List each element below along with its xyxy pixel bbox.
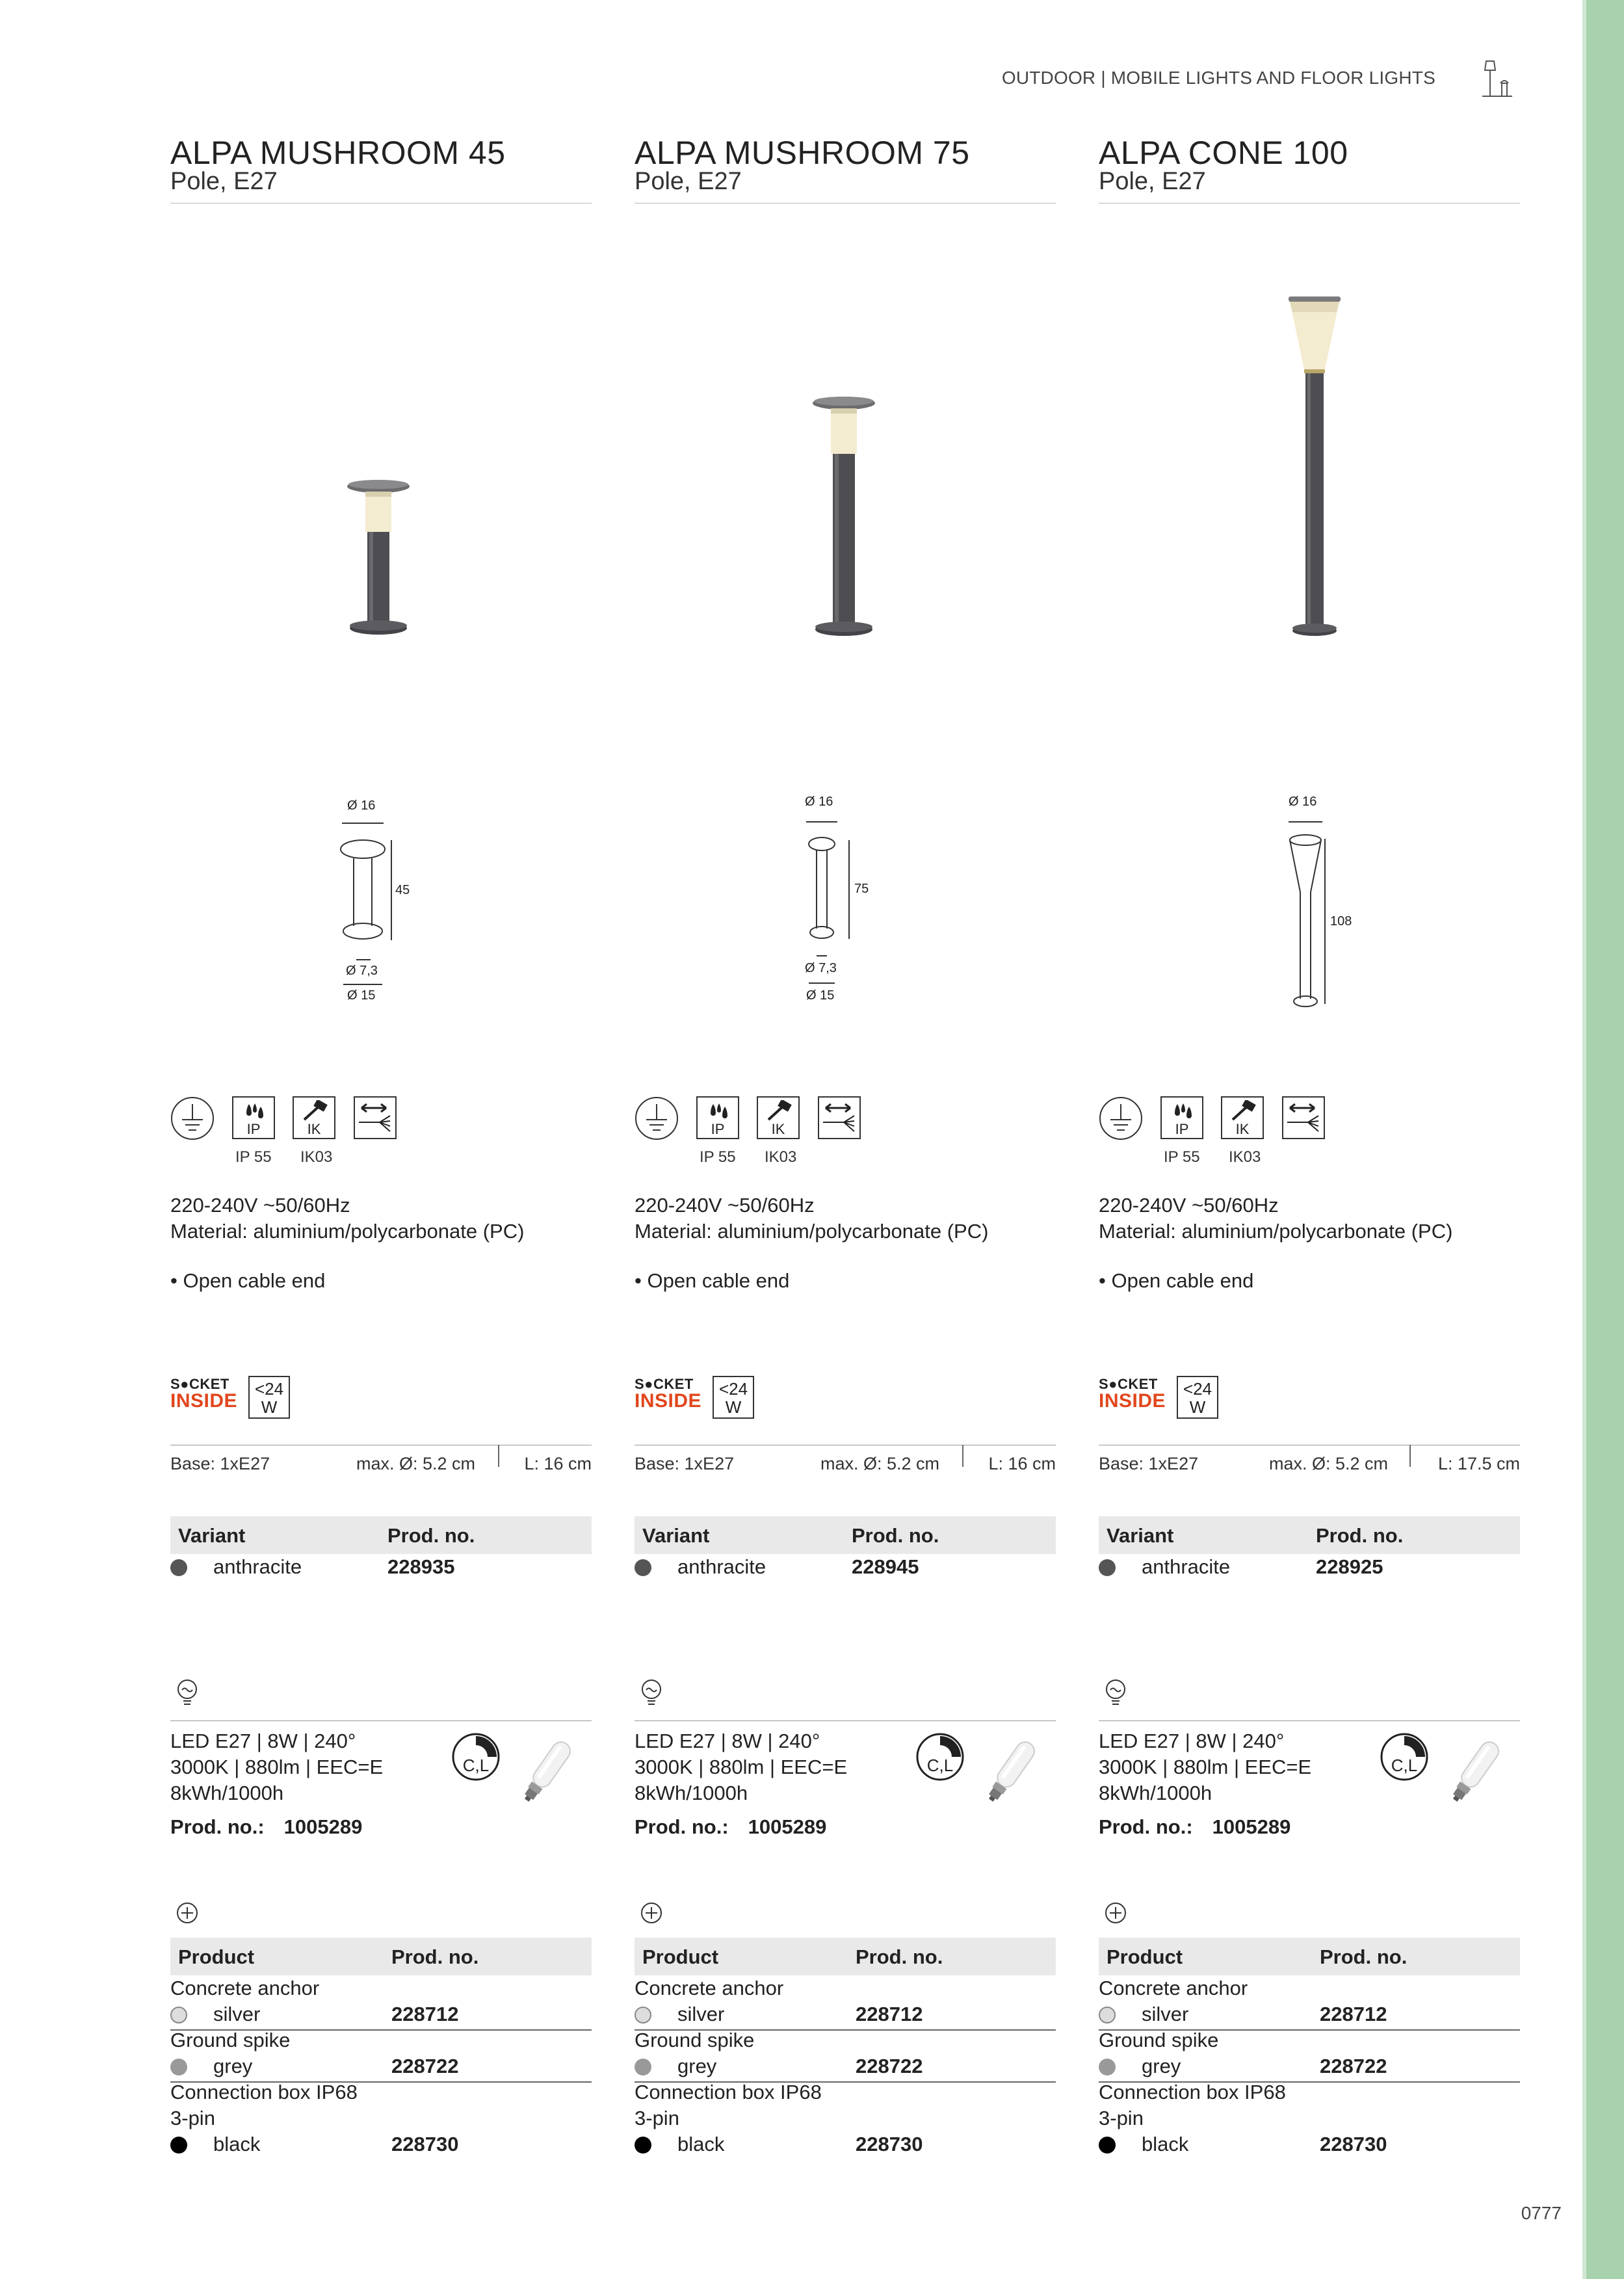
accessory-prod-no: 228712 [1320,2003,1387,2025]
prodno-col-header: Prod. no. [1316,1524,1404,1547]
ik-caption: IK03 [765,1148,797,1166]
socket-logo-bottom: INSIDE [1099,1390,1166,1412]
product-col-header: Product [178,1945,255,1968]
dim-top-diameter: Ø 16 [1289,795,1317,809]
accessory-variant: silver [677,2003,725,2025]
light-bulb-icon [1104,1679,1127,1707]
accessories-plus-icon [1104,1901,1127,1925]
cable-length: L: 17.5 cm [1437,1454,1520,1473]
base-info-separator [1409,1445,1411,1467]
cable-end-icon [1282,1096,1325,1139]
variant-prod-no: 228925 [1316,1555,1383,1578]
color-swatch-anthracite [170,1559,187,1576]
product-photo-mushroom-45 [346,475,411,644]
product-subtitle: Pole, E27 [170,168,278,195]
product-photo-mushroom-75 [811,393,876,644]
ip-label: IP [1175,1121,1189,1137]
accessory-name-line-2: 3-pin [170,2107,215,2129]
accessory-prod-no: 228730 [856,2133,923,2155]
bulb-divider [1099,1720,1520,1721]
spec-voltage: 220-240V ~50/60Hz [1099,1194,1279,1217]
bulb-prod-number [1099,1815,1290,1839]
base-info-separator [498,1445,499,1467]
base-type: Base: 1xE27 [1099,1454,1199,1473]
max-watt-badge [248,1376,290,1419]
variant-col-header: Variant [178,1524,246,1547]
product-column-3 [1099,0,1520,2279]
dim-top-diameter: Ø 16 [347,798,376,813]
watt-value: <24 [1183,1379,1212,1399]
dimension-drawing [1281,795,1359,1013]
cl-badge-icon [1380,1732,1429,1782]
accessory-name: Concrete anchor [170,1977,320,1999]
bulb-line-3: 8kWh/1000h [1099,1782,1212,1804]
protection-class-icon [170,1096,216,1142]
accessory-table-header [1099,1938,1520,1975]
bulb-prod-value: 1005289 [748,1815,827,1838]
variant-name: anthracite [213,1555,302,1578]
dimension-lines [326,798,404,1013]
variant-row [170,1555,592,1584]
accessory-name: Connection box IP68 [635,2081,822,2103]
base-type: Base: 1xE27 [170,1454,270,1473]
bulb-line-1: LED E27 | 8W | 240° [635,1730,820,1752]
accessory-name: Concrete anchor [635,1977,784,1999]
max-watt-badge [713,1376,754,1419]
prodno-col-header: Prod. no. [856,1945,943,1968]
accessory-prod-no: 228730 [1320,2133,1387,2155]
color-swatch-anthracite [1099,1559,1116,1576]
variant-name: anthracite [1142,1555,1231,1578]
protection-class-icon [1099,1096,1144,1142]
variant-col-header: Variant [1107,1524,1174,1547]
dim-pole-diameter: Ø 7,3 [805,961,837,975]
light-bulb-icon [176,1679,199,1707]
socket-logo-top: S●CKET [1099,1376,1158,1392]
variant-row [1099,1555,1520,1584]
dim-pole-diameter: Ø 7,3 [346,964,378,978]
ik-caption: IK03 [300,1148,333,1166]
dim-height: 108 [1330,914,1352,929]
page-number: 0777 [1521,2203,1562,2223]
cl-badge-label: C,L [1391,1756,1418,1775]
accessory-name-line-2: 3-pin [635,2107,679,2129]
bulb-line-2: 3000K | 880lm | EEC=E [1099,1756,1312,1778]
bulb-prod-value: 1005289 [1212,1815,1291,1838]
accessory-table-header [170,1938,592,1975]
cl-badge-label: C,L [926,1756,954,1775]
socket-inside-logo [1099,1377,1170,1416]
accessory-variant: black [1142,2133,1189,2155]
bulb-divider [635,1720,1056,1721]
dim-base-diameter: Ø 15 [347,988,376,1003]
prodno-col-header: Prod. no. [391,1945,479,1968]
ip-label: IP [246,1121,261,1137]
bulb-prod-label: Prod. no.: [635,1815,729,1838]
feature-item: • Open cable end [170,1269,326,1292]
variant-table-header [1099,1516,1520,1554]
cable-length: L: 16 cm [988,1454,1056,1473]
max-watt-badge [1177,1376,1218,1419]
accessory-prod-no: 228722 [856,2055,923,2077]
color-swatch-black [635,2137,651,2154]
product-column-2 [635,0,1056,2279]
accessory-name: Connection box IP68 [170,2081,358,2103]
accessory-prod-no: 228722 [391,2055,459,2077]
accessory-prod-no: 228712 [391,2003,459,2025]
symbol-row [170,1096,592,1168]
color-swatch-grey [1099,2059,1116,2075]
variant-name: anthracite [677,1555,766,1578]
variant-table-header [635,1516,1056,1554]
base-info-separator [962,1445,963,1467]
ip-label: IP [711,1121,725,1137]
max-diameter: max. Ø: 5.2 cm [820,1454,940,1473]
socket-logo-top: S●CKET [170,1376,229,1392]
watt-value: <24 [254,1379,284,1399]
light-bulb-icon [640,1679,663,1707]
accessory-prod-no: 228730 [391,2133,459,2155]
bulb-prod-number [170,1815,362,1839]
watt-value: <24 [718,1379,748,1399]
product-title: ALPA MUSHROOM 45 [170,135,506,171]
color-swatch-black [170,2137,187,2154]
accessory-variant: silver [1142,2003,1189,2025]
variant-col-header: Variant [642,1524,710,1547]
accessory-name: Concrete anchor [1099,1977,1248,1999]
prodno-col-header: Prod. no. [1320,1945,1408,1968]
spec-text [635,1192,988,1245]
ik-rating-icon [757,1096,800,1139]
ip-rating-icon [232,1096,275,1139]
ik-label: IK [1235,1121,1250,1137]
color-swatch-silver [635,2007,651,2023]
cl-badge-icon [915,1732,965,1782]
spec-material: Material: aluminium/polycarbonate (PC) [1099,1220,1453,1243]
title-divider [635,203,1056,204]
product-subtitle: Pole, E27 [635,168,742,195]
led-bulb-image [514,1735,579,1810]
dimension-drawing [791,795,869,1013]
variant-prod-no: 228945 [852,1555,919,1578]
bulb-line-3: 8kWh/1000h [170,1782,284,1804]
dimension-lines [791,795,869,1013]
product-title: ALPA CONE 100 [1099,135,1348,171]
color-swatch-silver [1099,2007,1116,2023]
ik-rating-icon [293,1096,335,1139]
bulb-line-1: LED E27 | 8W | 240° [170,1730,356,1752]
ik-label: IK [771,1121,785,1137]
bulb-prod-label: Prod. no.: [1099,1815,1193,1838]
product-column-1 [170,0,592,2279]
variant-prod-no: 228935 [387,1555,455,1578]
accessory-variant: grey [1142,2055,1181,2077]
accessory-variant: black [213,2133,261,2155]
dim-top-diameter: Ø 16 [805,795,833,809]
color-swatch-grey [635,2059,651,2075]
bulb-line-2: 3000K | 880lm | EEC=E [170,1756,384,1778]
socket-logo-bottom: INSIDE [170,1390,238,1412]
variant-row [635,1555,1056,1584]
max-diameter: max. Ø: 5.2 cm [1269,1454,1389,1473]
title-divider [1099,203,1520,204]
color-swatch-grey [170,2059,187,2075]
cl-badge-icon [451,1732,501,1782]
socket-inside-logo [635,1377,706,1416]
accessory-name: Connection box IP68 [1099,2081,1286,2103]
cable-length: L: 16 cm [524,1454,592,1473]
bulb-divider [170,1720,592,1721]
bulb-line-1: LED E27 | 8W | 240° [1099,1730,1285,1752]
socket-logo-top: S●CKET [635,1376,694,1392]
accessory-name: Ground spike [170,2029,291,2051]
product-subtitle: Pole, E27 [1099,168,1206,195]
spec-text [1099,1192,1452,1245]
accessories-plus-icon [176,1901,199,1925]
spec-voltage: 220-240V ~50/60Hz [170,1194,350,1217]
ik-caption: IK03 [1229,1148,1261,1166]
cable-end-icon [354,1096,397,1139]
spec-material: Material: aluminium/polycarbonate (PC) [170,1220,525,1243]
accessory-name-line-2: 3-pin [1099,2107,1144,2129]
bulb-description [1099,1728,1311,1806]
led-bulb-image [1442,1735,1507,1810]
color-swatch-anthracite [635,1559,651,1576]
bulb-line-3: 8kWh/1000h [635,1782,748,1804]
accessories-plus-icon [640,1901,663,1925]
symbol-row [1099,1096,1520,1168]
color-swatch-silver [170,2007,187,2023]
accessory-prod-no: 228712 [856,2003,923,2025]
dim-base-diameter: Ø 15 [806,988,835,1003]
prodno-col-header: Prod. no. [387,1524,475,1547]
bulb-prod-label: Prod. no.: [170,1815,265,1838]
bulb-prod-number [635,1815,826,1839]
accessory-variant: black [677,2133,725,2155]
product-col-header: Product [642,1945,719,1968]
bulb-description [635,1728,847,1806]
prodno-col-header: Prod. no. [852,1524,939,1547]
symbol-row [635,1096,1056,1168]
accessory-variant: grey [213,2055,253,2077]
bulb-description [170,1728,383,1806]
ip-rating-icon [696,1096,739,1139]
ip-caption: IP 55 [1164,1148,1200,1166]
ip-caption: IP 55 [700,1148,736,1166]
max-diameter: max. Ø: 5.2 cm [356,1454,476,1473]
ip-rating-icon [1160,1096,1203,1139]
accessory-name: Ground spike [1099,2029,1219,2051]
watt-unit: W [261,1397,278,1417]
feature-item: • Open cable end [1099,1269,1254,1292]
color-swatch-black [1099,2137,1116,2154]
section-header: OUTDOOR | MOBILE LIGHTS AND FLOOR LIGHTS [1001,68,1435,88]
dimension-lines [1281,795,1359,1013]
side-stripe [1586,0,1624,2279]
cl-badge-label: C,L [462,1756,490,1775]
spec-voltage: 220-240V ~50/60Hz [635,1194,815,1217]
dim-height: 75 [854,882,869,896]
watt-unit: W [725,1397,742,1417]
product-title: ALPA MUSHROOM 75 [635,135,970,171]
bulb-prod-value: 1005289 [283,1815,363,1838]
accessory-prod-no: 228722 [1320,2055,1387,2077]
feature-item: • Open cable end [635,1269,790,1292]
socket-logo-bottom: INSIDE [635,1390,702,1412]
protection-class-icon [635,1096,680,1142]
dim-height: 45 [395,883,410,897]
product-col-header: Product [1107,1945,1183,1968]
cable-end-icon [818,1096,861,1139]
spec-text [170,1192,524,1245]
variant-table-header [170,1516,592,1554]
product-photo-cone-100 [1282,293,1347,644]
bulb-line-2: 3000K | 880lm | EEC=E [635,1756,848,1778]
ik-label: IK [307,1121,321,1137]
ip-caption: IP 55 [235,1148,272,1166]
accessory-variant: silver [213,2003,261,2025]
dimension-drawing [326,798,410,1013]
led-bulb-image [978,1735,1043,1810]
base-type: Base: 1xE27 [635,1454,735,1473]
accessory-table-header [635,1938,1056,1975]
spec-material: Material: aluminium/polycarbonate (PC) [635,1220,989,1243]
watt-unit: W [1189,1397,1206,1417]
socket-inside-logo [170,1377,242,1416]
ik-rating-icon [1221,1096,1264,1139]
title-divider [170,203,592,204]
accessory-name: Ground spike [635,2029,755,2051]
accessory-variant: grey [677,2055,717,2077]
